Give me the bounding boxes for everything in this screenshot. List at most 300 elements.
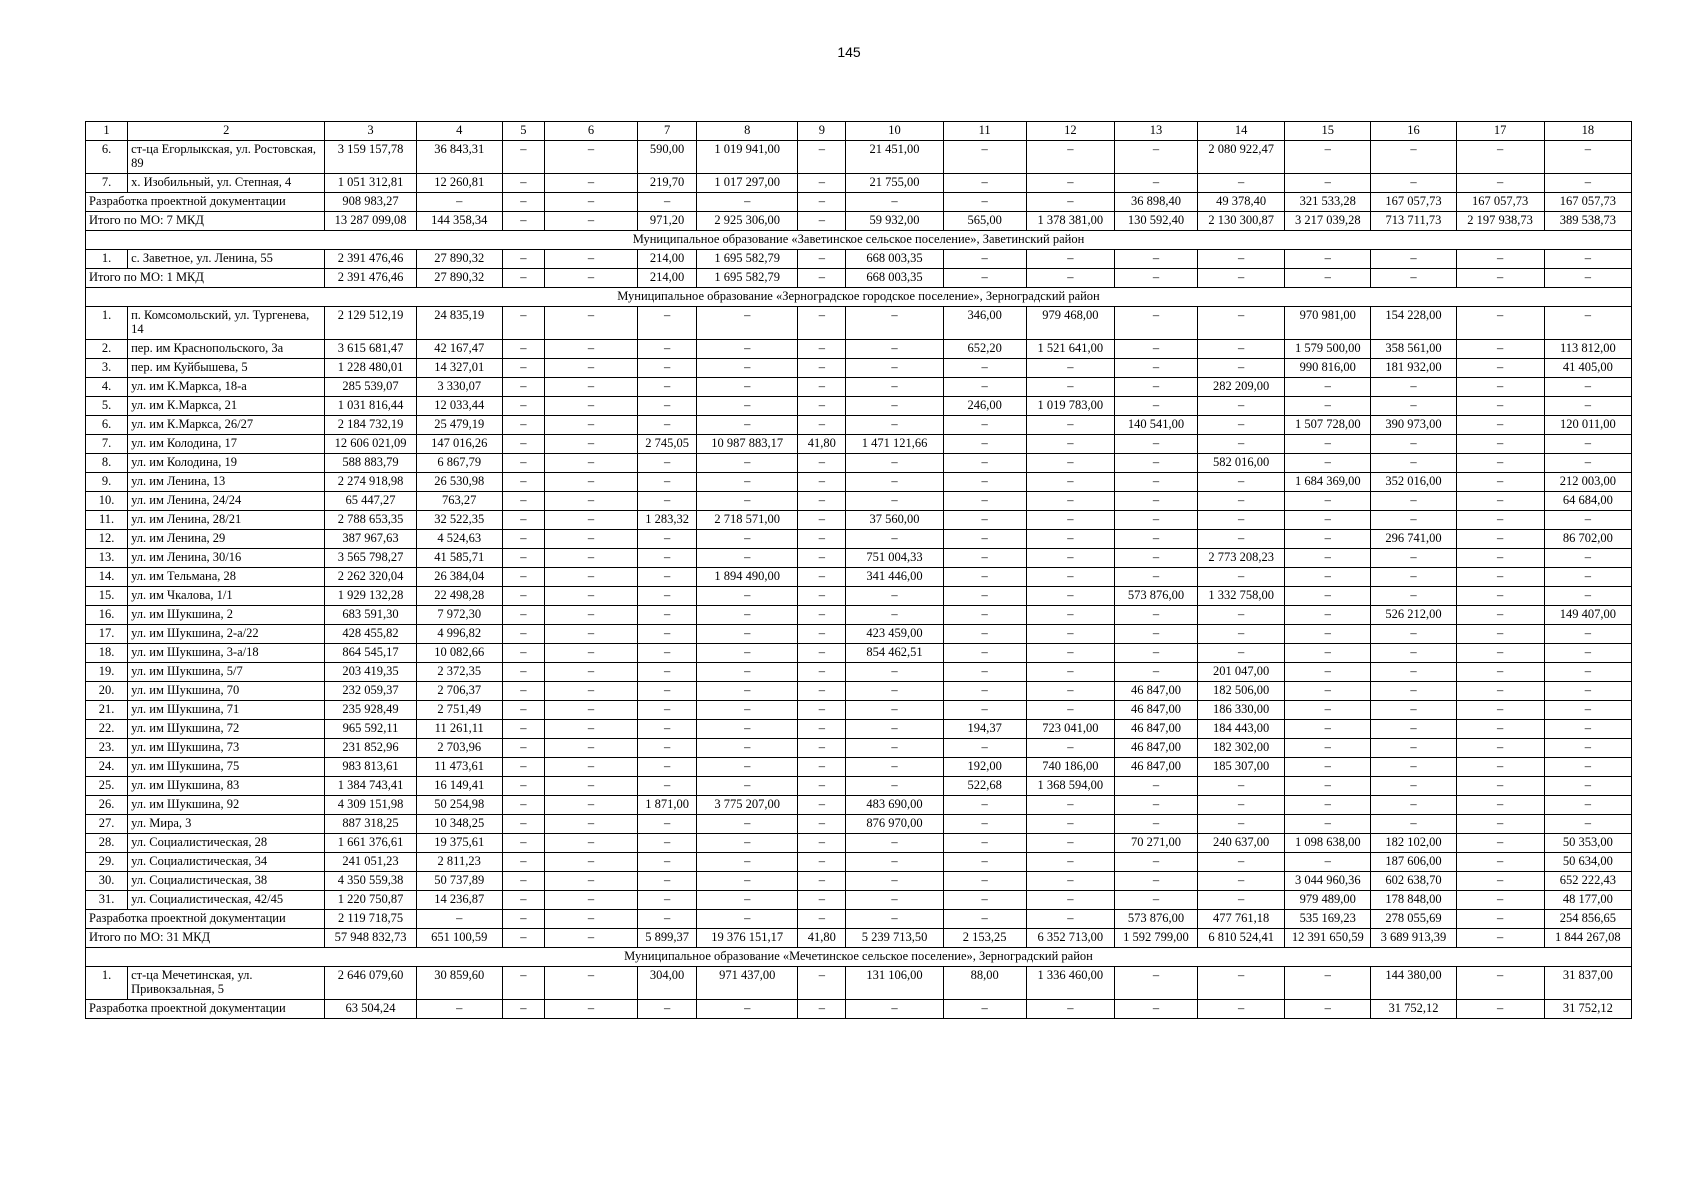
value-cell: –	[943, 834, 1026, 853]
value-cell: –	[1544, 739, 1631, 758]
value-cell: 1 220 750,87	[325, 891, 416, 910]
value-cell: 178 848,00	[1371, 891, 1456, 910]
value-cell: –	[544, 815, 637, 834]
value-cell: 1 031 816,44	[325, 397, 416, 416]
value-cell: 651 100,59	[416, 929, 502, 948]
value-cell: –	[1456, 891, 1544, 910]
row-number: 24.	[86, 758, 128, 777]
value-cell: –	[1456, 701, 1544, 720]
value-cell: –	[1114, 549, 1197, 568]
value-cell: –	[943, 796, 1026, 815]
value-cell: –	[1456, 492, 1544, 511]
row-number: 1.	[86, 250, 128, 269]
summary-label: Итого по МО: 31 МКД	[86, 929, 325, 948]
row-number: 6.	[86, 416, 128, 435]
value-cell: 184 443,00	[1198, 720, 1285, 739]
value-cell: 154 228,00	[1371, 307, 1456, 340]
value-cell: –	[544, 644, 637, 663]
value-cell: –	[943, 1000, 1026, 1019]
value-cell: –	[798, 625, 846, 644]
value-cell: –	[1026, 416, 1114, 435]
value-cell: 16 149,41	[416, 777, 502, 796]
building-row	[86, 758, 1632, 777]
value-cell: –	[1544, 250, 1631, 269]
building-row	[86, 587, 1632, 606]
value-cell: –	[697, 663, 798, 682]
value-cell: –	[846, 473, 943, 492]
value-cell: –	[544, 549, 637, 568]
value-cell: –	[502, 549, 544, 568]
column-number: 12	[1026, 122, 1114, 141]
column-number: 5	[502, 122, 544, 141]
address-cell: ул. им Ленина, 29	[128, 530, 325, 549]
value-cell: –	[1114, 397, 1197, 416]
value-cell: –	[1198, 796, 1285, 815]
value-cell: –	[943, 193, 1026, 212]
value-cell: –	[798, 378, 846, 397]
value-cell: 241 051,23	[325, 853, 416, 872]
building-row	[86, 250, 1632, 269]
address-cell: ул. им К.Маркса, 18-а	[128, 378, 325, 397]
value-cell: –	[1198, 853, 1285, 872]
value-cell: –	[1026, 1000, 1114, 1019]
value-cell: 3 330,07	[416, 378, 502, 397]
value-cell: 2 745,05	[638, 435, 697, 454]
value-cell: 27 890,32	[416, 269, 502, 288]
value-cell: –	[1371, 492, 1456, 511]
value-cell: –	[1544, 141, 1631, 174]
address-cell: п. Комсомольский, ул. Тургенева, 14	[128, 307, 325, 340]
value-cell: –	[798, 530, 846, 549]
building-row	[86, 359, 1632, 378]
value-cell: –	[846, 606, 943, 625]
value-cell: –	[1198, 307, 1285, 340]
value-cell: –	[502, 720, 544, 739]
value-cell: –	[1026, 511, 1114, 530]
value-cell: 12 033,44	[416, 397, 502, 416]
value-cell: 2 718 571,00	[697, 511, 798, 530]
value-cell: 1 521 641,00	[1026, 340, 1114, 359]
summary-row	[86, 929, 1632, 948]
value-cell: 887 318,25	[325, 815, 416, 834]
value-cell: –	[502, 359, 544, 378]
value-cell: –	[544, 758, 637, 777]
value-cell: 652,20	[943, 340, 1026, 359]
value-cell: –	[544, 872, 637, 891]
value-cell: –	[943, 891, 1026, 910]
value-cell: –	[943, 416, 1026, 435]
value-cell: 167 057,73	[1456, 193, 1544, 212]
value-cell: 854 462,51	[846, 644, 943, 663]
value-cell: 389 538,73	[1544, 212, 1631, 231]
value-cell: –	[798, 910, 846, 929]
value-cell: 64 684,00	[1544, 492, 1631, 511]
value-cell: 582 016,00	[1198, 454, 1285, 473]
value-cell: –	[638, 625, 697, 644]
value-cell: –	[1544, 587, 1631, 606]
value-cell: –	[943, 568, 1026, 587]
value-cell: –	[1285, 625, 1371, 644]
value-cell: –	[1114, 815, 1197, 834]
value-cell: –	[1114, 454, 1197, 473]
value-cell: –	[416, 193, 502, 212]
value-cell: –	[798, 701, 846, 720]
column-number: 2	[128, 122, 325, 141]
value-cell: –	[638, 307, 697, 340]
value-cell: –	[798, 250, 846, 269]
row-number: 7.	[86, 174, 128, 193]
value-cell: –	[416, 910, 502, 929]
value-cell: 573 876,00	[1114, 910, 1197, 929]
address-cell: х. Изобильный, ул. Степная, 4	[128, 174, 325, 193]
value-cell: –	[1456, 530, 1544, 549]
value-cell: –	[1026, 910, 1114, 929]
value-cell: –	[1456, 815, 1544, 834]
column-number: 18	[1544, 122, 1631, 141]
value-cell: –	[1026, 872, 1114, 891]
value-cell: 864 545,17	[325, 644, 416, 663]
value-cell: –	[1285, 568, 1371, 587]
value-cell: 971 437,00	[697, 967, 798, 1000]
value-cell: –	[638, 568, 697, 587]
value-cell: –	[697, 739, 798, 758]
value-cell: 2 788 653,35	[325, 511, 416, 530]
value-cell: 278 055,69	[1371, 910, 1456, 929]
value-cell: –	[1544, 815, 1631, 834]
value-cell: –	[1544, 644, 1631, 663]
summary-row	[86, 212, 1632, 231]
value-cell: –	[502, 853, 544, 872]
value-cell: –	[1198, 625, 1285, 644]
value-cell: –	[1026, 796, 1114, 815]
value-cell: –	[1544, 549, 1631, 568]
building-row	[86, 378, 1632, 397]
value-cell: –	[1285, 682, 1371, 701]
value-cell: –	[544, 212, 637, 231]
value-cell: –	[943, 606, 1026, 625]
value-cell: –	[1371, 587, 1456, 606]
value-cell: –	[1544, 397, 1631, 416]
address-cell: ул. им Колодина, 17	[128, 435, 325, 454]
address-cell: ул. им Шукшина, 83	[128, 777, 325, 796]
value-cell: 19 376 151,17	[697, 929, 798, 948]
value-cell: –	[638, 891, 697, 910]
value-cell: –	[846, 739, 943, 758]
value-cell: –	[502, 967, 544, 1000]
value-cell: 3 775 207,00	[697, 796, 798, 815]
value-cell: –	[1456, 663, 1544, 682]
value-cell: 41,80	[798, 435, 846, 454]
value-cell: –	[798, 796, 846, 815]
value-cell: 21 451,00	[846, 141, 943, 174]
row-number: 8.	[86, 454, 128, 473]
value-cell: –	[846, 492, 943, 511]
value-cell: –	[1114, 891, 1197, 910]
value-cell: –	[1198, 530, 1285, 549]
value-cell: –	[502, 174, 544, 193]
value-cell: –	[544, 307, 637, 340]
value-cell: 36 843,31	[416, 141, 502, 174]
building-row	[86, 307, 1632, 340]
value-cell: –	[1198, 174, 1285, 193]
value-cell: 2 811,23	[416, 853, 502, 872]
value-cell: –	[544, 250, 637, 269]
value-cell: –	[1198, 644, 1285, 663]
row-number: 31.	[86, 891, 128, 910]
value-cell: –	[1285, 815, 1371, 834]
summary-label: Итого по МО: 7 МКД	[86, 212, 325, 231]
value-cell: 358 561,00	[1371, 340, 1456, 359]
value-cell: –	[798, 416, 846, 435]
building-row	[86, 606, 1632, 625]
value-cell: –	[846, 454, 943, 473]
value-cell: –	[1456, 359, 1544, 378]
building-row	[86, 644, 1632, 663]
value-cell: –	[1285, 967, 1371, 1000]
value-cell: –	[1026, 739, 1114, 758]
value-cell: –	[697, 644, 798, 663]
value-cell: –	[798, 174, 846, 193]
value-cell: –	[502, 307, 544, 340]
value-cell: –	[1114, 777, 1197, 796]
value-cell: 182 506,00	[1198, 682, 1285, 701]
value-cell: –	[846, 587, 943, 606]
value-cell: –	[1198, 891, 1285, 910]
value-cell: 535 169,23	[1285, 910, 1371, 929]
value-cell: 1 695 582,79	[697, 269, 798, 288]
column-number: 13	[1114, 122, 1197, 141]
value-cell: 2 391 476,46	[325, 269, 416, 288]
value-cell: –	[544, 910, 637, 929]
value-cell: –	[697, 397, 798, 416]
value-cell: –	[846, 682, 943, 701]
value-cell: 1 661 376,61	[325, 834, 416, 853]
value-cell: –	[1285, 606, 1371, 625]
value-cell: –	[1114, 625, 1197, 644]
value-cell: –	[544, 141, 637, 174]
address-cell: пер. им Куйбышева, 5	[128, 359, 325, 378]
value-cell: 387 967,63	[325, 530, 416, 549]
value-cell: –	[1114, 644, 1197, 663]
value-cell: 971,20	[638, 212, 697, 231]
value-cell: –	[1456, 682, 1544, 701]
value-cell: –	[638, 454, 697, 473]
value-cell: –	[1198, 269, 1285, 288]
address-cell: ул. Мира, 3	[128, 815, 325, 834]
row-number: 9.	[86, 473, 128, 492]
value-cell: 46 847,00	[1114, 720, 1197, 739]
value-cell: –	[1198, 777, 1285, 796]
value-cell: 50 254,98	[416, 796, 502, 815]
value-cell: –	[1026, 853, 1114, 872]
value-cell: 246,00	[943, 397, 1026, 416]
value-cell: –	[943, 250, 1026, 269]
value-cell: 970 981,00	[1285, 307, 1371, 340]
value-cell: –	[943, 530, 1026, 549]
value-cell: –	[638, 910, 697, 929]
value-cell: 49 378,40	[1198, 193, 1285, 212]
value-cell: 22 498,28	[416, 587, 502, 606]
value-cell: –	[697, 872, 798, 891]
value-cell: –	[1026, 815, 1114, 834]
value-cell: –	[502, 625, 544, 644]
row-number: 26.	[86, 796, 128, 815]
value-cell: –	[502, 530, 544, 549]
value-cell: –	[1285, 796, 1371, 815]
address-cell: ст-ца Егорлыкская, ул. Ростовская, 89	[128, 141, 325, 174]
value-cell: –	[502, 511, 544, 530]
value-cell: –	[1285, 644, 1371, 663]
value-cell: –	[1456, 250, 1544, 269]
value-cell: –	[798, 269, 846, 288]
value-cell: –	[1285, 758, 1371, 777]
row-number: 17.	[86, 625, 128, 644]
address-cell: ул. Социалистическая, 42/45	[128, 891, 325, 910]
value-cell: 26 530,98	[416, 473, 502, 492]
value-cell: –	[846, 720, 943, 739]
value-cell: –	[1544, 663, 1631, 682]
value-cell: –	[697, 359, 798, 378]
value-cell: –	[1026, 587, 1114, 606]
value-cell: 12 606 021,09	[325, 435, 416, 454]
value-cell: 3 565 798,27	[325, 549, 416, 568]
value-cell: –	[1371, 644, 1456, 663]
value-cell: –	[1114, 530, 1197, 549]
value-cell: 1 017 297,00	[697, 174, 798, 193]
value-cell: –	[638, 834, 697, 853]
value-cell: –	[1371, 777, 1456, 796]
value-cell: 186 330,00	[1198, 701, 1285, 720]
value-cell: –	[846, 872, 943, 891]
page-number: 145	[837, 44, 861, 60]
value-cell: –	[502, 397, 544, 416]
building-row	[86, 701, 1632, 720]
value-cell: 304,00	[638, 967, 697, 1000]
value-cell: –	[1285, 549, 1371, 568]
value-cell: 979 489,00	[1285, 891, 1371, 910]
column-number: 10	[846, 122, 943, 141]
value-cell: 231 852,96	[325, 739, 416, 758]
value-cell: –	[1285, 492, 1371, 511]
value-cell: 3 689 913,39	[1371, 929, 1456, 948]
value-cell: 2 646 079,60	[325, 967, 416, 1000]
value-cell: –	[798, 606, 846, 625]
value-cell: –	[1114, 141, 1197, 174]
address-cell: ул. им Шукшина, 3-а/18	[128, 644, 325, 663]
value-cell: –	[1285, 853, 1371, 872]
column-number: 15	[1285, 122, 1371, 141]
value-cell: –	[1285, 720, 1371, 739]
value-cell: –	[502, 141, 544, 174]
value-cell: 30 859,60	[416, 967, 502, 1000]
value-cell: –	[544, 777, 637, 796]
value-cell: –	[1456, 720, 1544, 739]
value-cell: –	[846, 530, 943, 549]
value-cell: –	[697, 625, 798, 644]
value-cell: –	[502, 758, 544, 777]
value-cell: –	[1371, 250, 1456, 269]
value-cell: –	[1114, 435, 1197, 454]
value-cell: –	[846, 910, 943, 929]
address-cell: ул. Социалистическая, 38	[128, 872, 325, 891]
value-cell: –	[1456, 606, 1544, 625]
value-cell: –	[638, 587, 697, 606]
section-header-row	[86, 231, 1632, 250]
value-cell: –	[1371, 625, 1456, 644]
value-cell: –	[502, 872, 544, 891]
building-row	[86, 340, 1632, 359]
value-cell: 167 057,73	[1544, 193, 1631, 212]
value-cell: 965 592,11	[325, 720, 416, 739]
value-cell: –	[1114, 378, 1197, 397]
value-cell: –	[697, 853, 798, 872]
value-cell: 2 274 918,98	[325, 473, 416, 492]
value-cell: 4 309 151,98	[325, 796, 416, 815]
value-cell: 1 283,32	[638, 511, 697, 530]
value-cell: –	[1544, 625, 1631, 644]
value-cell: 41 585,71	[416, 549, 502, 568]
building-row	[86, 174, 1632, 193]
value-cell: –	[697, 682, 798, 701]
value-cell: 5 899,37	[638, 929, 697, 948]
value-cell: 390 973,00	[1371, 416, 1456, 435]
value-cell: 3 159 157,78	[325, 141, 416, 174]
value-cell: 131 106,00	[846, 967, 943, 1000]
value-cell: –	[638, 340, 697, 359]
value-cell: –	[1198, 250, 1285, 269]
value-cell: 36 898,40	[1114, 193, 1197, 212]
value-cell: –	[1114, 511, 1197, 530]
value-cell: –	[544, 663, 637, 682]
value-cell: 285 539,07	[325, 378, 416, 397]
value-cell: –	[798, 777, 846, 796]
value-cell: 763,27	[416, 492, 502, 511]
row-number: 27.	[86, 815, 128, 834]
column-number: 4	[416, 122, 502, 141]
value-cell: –	[1026, 834, 1114, 853]
value-cell: –	[544, 435, 637, 454]
value-cell: –	[1198, 815, 1285, 834]
address-cell: ул. им Ленина, 13	[128, 473, 325, 492]
value-cell: 6 352 713,00	[1026, 929, 1114, 948]
value-cell: –	[697, 193, 798, 212]
value-cell: –	[1456, 910, 1544, 929]
value-cell: 483 690,00	[846, 796, 943, 815]
value-cell: –	[1285, 511, 1371, 530]
value-cell: 46 847,00	[1114, 758, 1197, 777]
value-cell: –	[846, 359, 943, 378]
value-cell: –	[544, 359, 637, 378]
building-row	[86, 530, 1632, 549]
value-cell: –	[697, 587, 798, 606]
value-cell: –	[1026, 530, 1114, 549]
value-cell: 1 471 121,66	[846, 435, 943, 454]
row-number: 19.	[86, 663, 128, 682]
value-cell: 192,00	[943, 758, 1026, 777]
value-cell: –	[697, 307, 798, 340]
value-cell: 352 016,00	[1371, 473, 1456, 492]
building-row	[86, 397, 1632, 416]
value-cell: 57 948 832,73	[325, 929, 416, 948]
value-cell: 296 741,00	[1371, 530, 1456, 549]
value-cell: –	[1456, 141, 1544, 174]
value-cell: –	[1456, 834, 1544, 853]
row-number: 20.	[86, 682, 128, 701]
value-cell: –	[1026, 663, 1114, 682]
value-cell: 4 996,82	[416, 625, 502, 644]
value-cell: –	[697, 891, 798, 910]
value-cell: –	[1371, 454, 1456, 473]
